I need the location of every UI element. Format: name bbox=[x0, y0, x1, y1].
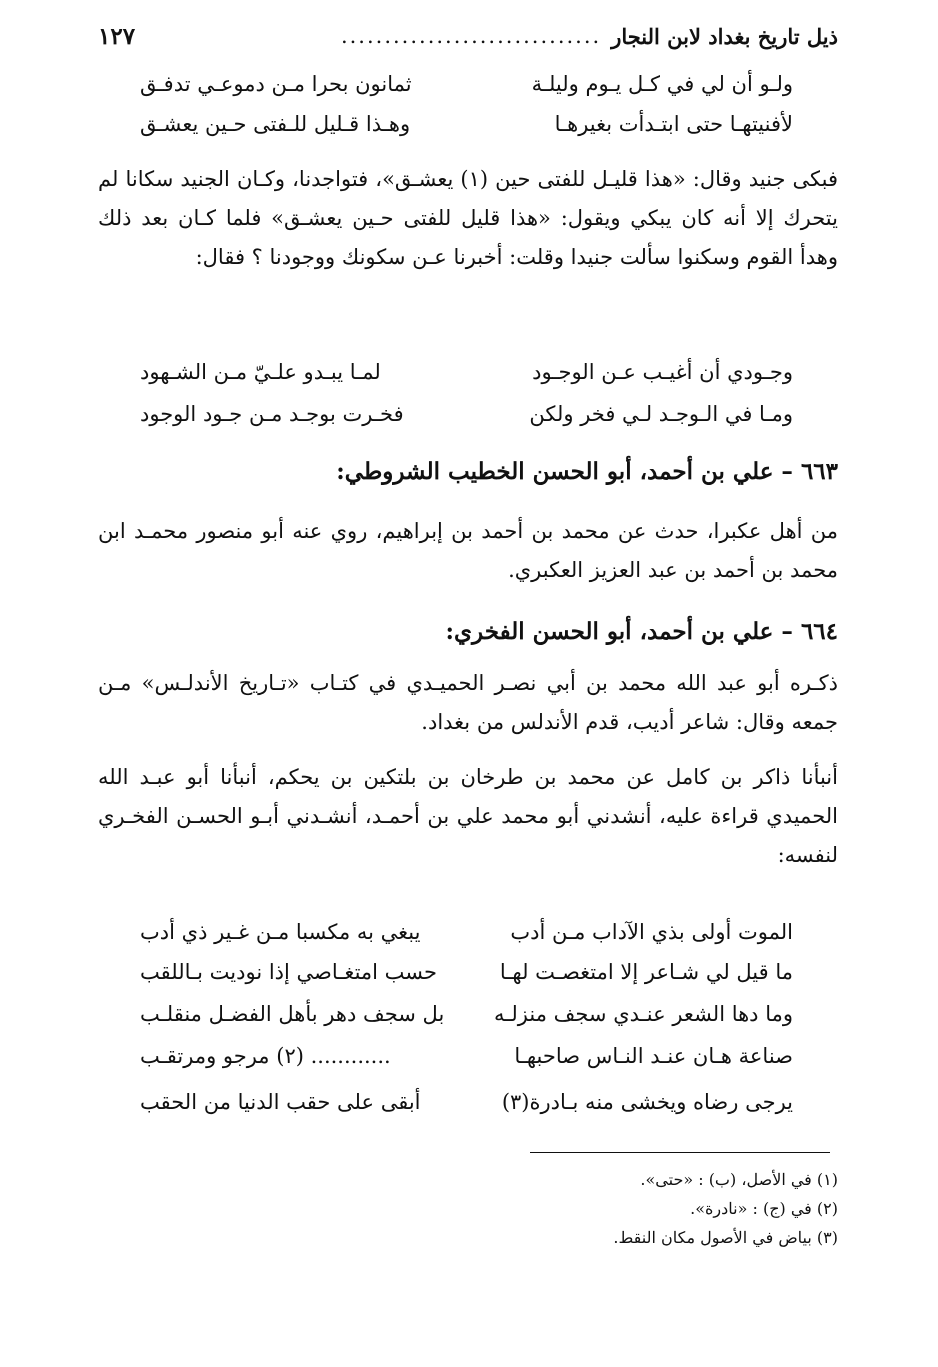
footnotes bbox=[300, 1165, 838, 1252]
footnote: (٢) في (ج) : «نادرة». bbox=[690, 1199, 838, 1218]
poem-verse bbox=[140, 912, 793, 952]
entry-heading-664: ٦٦٤ – علي بن أحمد، أبو الحسن الفخري: bbox=[445, 618, 838, 645]
footnote: (١) في الأصل، (ب) : «حتى». bbox=[640, 1170, 838, 1189]
verse-second-hemistich: بل سجف دهر بأهل الفضـل منقلـب bbox=[140, 1002, 445, 1026]
verse-first-hemistich: وجـودي أن أغيـب عـن الوجـود bbox=[532, 360, 793, 384]
poem-verse bbox=[140, 1036, 793, 1076]
poem-verse bbox=[140, 952, 793, 992]
paragraph-entry-664-source: ذكـره أبو عبد الله محمد بن أبي نصـر الحميـدي في كتـاب «تـاريخ الأندلـس» مـن جمعه وقال: شاعر أديب، قدم الأندلس من بغداد. bbox=[98, 671, 838, 734]
header-leader-dots: .............................. bbox=[340, 24, 602, 48]
footnote-separator bbox=[530, 1152, 830, 1153]
verse-first-hemistich: ولـو أن لي في كـل يـوم وليلـة bbox=[531, 72, 793, 96]
verse-first-hemistich: لأفنيتهـا حتى ابتـدأت بغيرهـا bbox=[554, 112, 793, 136]
paragraph-entry-663: من أهل عكبرا، حدث عن محمد بن أحمد بن إبراهيم، روي عنه أبو منصور محمـد ابن محمد بن أحمد بن عبد العزيز العكبري. bbox=[98, 519, 838, 582]
running-title: ذيل تاريخ بغداد لابن النجار bbox=[611, 23, 838, 49]
verse-second-hemistich: ثمانون بحرا مـن دموعـي تدفـق bbox=[140, 72, 412, 96]
verse-second-hemistich: لمـا يبـدو علـيّ مـن الشـهود bbox=[140, 360, 381, 384]
paragraph-entry-664-isnad: أنبأنا ذاكر بن كامل عن محمد بن طرخان بن بلتكين بن يحكم، أنبأنا أبو عبـد الله الحميدي قراءة عليه، أنشدني أبو محمد علي بن أحمـد، أنشـدني أبـو الحسـن الفخـري لنفسه: bbox=[98, 765, 838, 867]
verse-second-hemistich: أبقى على حقب الدنيا من الحقب bbox=[140, 1090, 421, 1114]
footnote: (٣) بياض في الأصول مكان النقط. bbox=[613, 1228, 838, 1247]
verse-first-hemistich: وما دها الشعر عنـدي سجف منزلـه bbox=[493, 1002, 793, 1026]
verse-first-hemistich: يرجى رضاه ويخشى منه بـادرة(٣) bbox=[501, 1090, 793, 1114]
page-number: ١٢٧ bbox=[98, 22, 136, 50]
poem-verse bbox=[140, 64, 793, 104]
poem-verse bbox=[140, 104, 793, 144]
paragraph-junayd: فبكى جنيد وقال: «هذا قليـل للفتى حين (١) يعشـق»، فتواجدنا، وكـان الجنيد سكانا لم يتحرك إلا أنه كان يبكي ويقول: «هذا قليل للفتى حـين يعشـق» فلما كـان بعد ذلك وهدأ القوم وسكنوا سألت جنيدا وقلت: أخبرنا عـن سكونك ووجودنا ؟ فقال: bbox=[98, 167, 838, 269]
verse-second-hemistich: ............ (٢) مرجو ومرتقـب bbox=[140, 1044, 391, 1068]
poem-verse bbox=[140, 394, 793, 434]
verse-first-hemistich: الموت أولى بذي الآداب مـن أدب bbox=[510, 920, 793, 944]
verse-first-hemistich: ما قيل لي شـاعر إلا امتغصـت لهـا bbox=[499, 960, 793, 984]
entry-heading-663: ٦٦٣ – علي بن أحمد، أبو الحسن الخطيب الشروطي: bbox=[336, 458, 838, 485]
verse-first-hemistich: ومـا في الـوجـد لـي فخر ولكن bbox=[529, 402, 793, 426]
poem-verse bbox=[140, 994, 793, 1034]
verse-second-hemistich: يبغي به مكسبا مـن غـير ذي أدب bbox=[140, 920, 421, 944]
page-header bbox=[98, 18, 838, 54]
verse-first-hemistich: صناعة هـان عنـد النـاس صاحبهـا bbox=[514, 1044, 793, 1068]
verse-second-hemistich: فخـرت بوجـد مـن جـود الوجود bbox=[140, 402, 404, 426]
poem-verse bbox=[140, 1082, 793, 1122]
verse-second-hemistich: حسب امتغـاصي إذا نوديت بـاللقب bbox=[140, 960, 437, 984]
verse-second-hemistich: وهـذا قـليل للـفتى حـين يعشـق bbox=[140, 112, 411, 136]
poem-verse bbox=[140, 352, 793, 392]
